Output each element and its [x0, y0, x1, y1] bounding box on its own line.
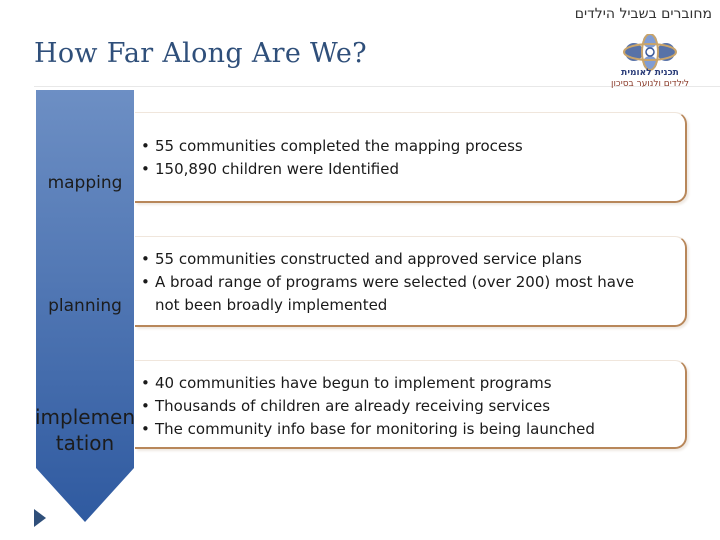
bullet-item: • 40 communities have begun to implement programs — [155, 372, 685, 395]
stage-label-implementation-line2: tation — [55, 431, 115, 455]
logo-caption-line1: תכנית לאומית — [621, 68, 679, 78]
bullet-item: • A broad range of programs were selected (over 200) most have not been broadly implemented — [155, 271, 655, 317]
stage-label-planning: planning — [48, 296, 122, 316]
bullet-item: • 55 communities completed the mapping process — [155, 135, 685, 158]
bullet-item: • 55 communities constructed and approved service plans — [155, 248, 655, 271]
stage-box-mapping — [135, 112, 687, 203]
bullet-item: • The community info base for monitoring is being launched — [155, 418, 685, 441]
hebrew-header: מחוברים בשביל הילדים — [574, 6, 712, 22]
stage-label-implementation-line1: implemen — [34, 405, 136, 429]
logo-caption-line2: לילדים ולנוער בסיכון — [611, 79, 689, 89]
slide-title: How Far Along Are We? — [34, 38, 367, 69]
bullet-item: • Thousands of children are already receiving services — [155, 395, 685, 418]
bullet-item: • 150,890 children were Identified — [155, 158, 685, 181]
stage-label-mapping: mapping — [47, 173, 123, 193]
stage-box-planning — [135, 236, 687, 327]
stage-label-implementation — [34, 404, 136, 456]
next-slide-icon[interactable] — [34, 509, 46, 527]
stage-box-implementation — [135, 360, 687, 449]
